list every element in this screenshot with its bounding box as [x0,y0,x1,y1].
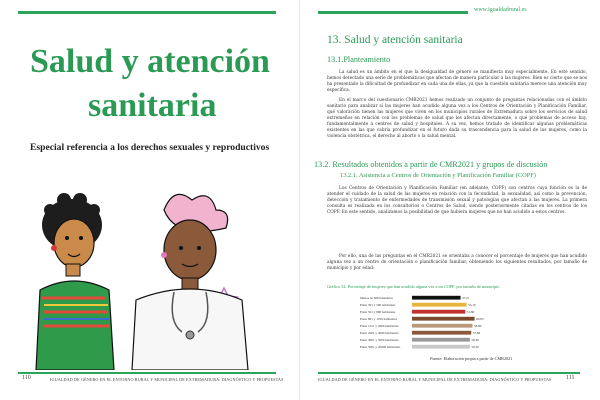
chart-value-label: 56,30 [471,345,479,349]
footer-text-left: IGUALDAD DE GÉNERO EN EL ENTORNO RURAL Y MUNICIPAL DE EXTREMADURA: DIAGNÓSTICO Y PROPUESTAS [50,377,284,382]
chart-bar [412,324,472,328]
chart-bar [412,345,470,349]
chart-bar [412,296,461,300]
chart-category-label: Menos de 300 habitantes [360,296,393,300]
chart-category-label: Entre 2001 y 3000 habitantes [360,331,399,335]
paragraph-3: Los Centros de Orientación y Planificación Familiar (en adelante, COPF) son centros cuya función es la de atender el cuidado de la salud de las mujeres en relación con la fecundidad, la sexualidad, así como la prevención, detección y tratamiento de enfermedades de transmisión sexual y patologías que afectan a las mujeres. La primera consulta es realizada en los consultorios o Centros de Salud, siendo posteriormente citadas en los centros de los COPF. En este sentido, analizamos la posibilidad de que hubiera mujeres que no han acudido a estos centros. [327,186,587,215]
woman-face-left [54,219,94,267]
chart-bar [412,338,470,342]
chart-value-label: 58,80 [473,324,482,328]
header-rule-right [318,11,468,14]
chapter-title [30,40,290,128]
chapter-title-line-2: sanitaria [88,87,217,124]
chart-bar [412,317,475,321]
site-url: www.igualdadrural.es [474,7,527,13]
chapter-subtitle: Especial referencia a los derechos sexuales y reproductivos [30,142,270,153]
chart-category-label: Entre 801 y 1250 habitantes [360,317,397,321]
chart-category-label: Entre 501 y 800 habitantes [360,310,396,314]
page-number-right: 111 [566,375,575,381]
copf-bar-chart [360,293,500,353]
subsection-heading-2: 13.2. Resultados obtenidos a partir de CMR2021 y grupos de discusión [314,160,548,169]
section-title: 13. Salud y atención sanitaria [327,34,463,46]
chart-value-label: 57,60 [472,331,481,335]
footer-text-right: IGUALDAD DE GÉNERO EN EL ENTORNO RURAL Y MUNICIPAL DE EXTREMADURA: DIAGNÓSTICO Y PROPUESTAS [318,377,552,382]
chart-category-label: Entre 3001 y 5000 habitantes [360,338,399,342]
chart-bar [412,303,467,307]
header-rule-left [18,11,276,14]
chart-value-label: 51,80 [466,310,475,314]
chart-source: Fuente: Elaboración propia a partir de CMR2021 [430,356,513,361]
chart-value-label: 53,10 [468,303,476,307]
paragraph-2: En el marco del cuestionario CMR2021 hemos realizado un conjunto de preguntas relacionadas con el ámbito sanitario para analizar si las mujeres han acudido alguna vez a los Centros de Orientación y Planificación Familiar, qué valoración tienen las mujeres que viven en los municipios rurales de Extremadura sobre los servicios de salud extremeños en relación con los problemas de salud que les afectan directamente, o qué problemas de acceso hay, fundamentalmente a centros de salud y hospitales. A su vez, hemos tratado de identificar algunas problemáticas existentes en las que cabría profundizar en el futuro dada su trascendencia para la salud de las mujeres, como la violencia obstétrica, el derecho al aborto o la salud mental. [327,98,587,139]
chart-bar [412,310,465,314]
chart-category-label: Entre 1251 y 2000 habitantes [360,324,399,328]
page-number-left: 110 [22,375,31,381]
subsection-heading-1: 13.1.Planteamiento [327,55,391,64]
doctor-coat [132,289,248,370]
footer-rule-left [18,372,276,374]
woman-face-right [164,220,216,280]
chart-value-label: 47,21 [462,296,470,300]
two-women-illustration [14,180,264,370]
chart-category-label: Entre 301 y 500 habitantes [360,303,396,307]
chart-caption: Gráfico 54. Porcentaje de mujeres que han acudido alguna vez a un COPF, por tamaño de municipio [327,284,500,289]
chart-bar [412,331,471,335]
footer-rule-right [318,372,580,374]
chart-value-label: 56,30 [471,338,479,342]
chart-value-label: 60,83 [476,317,484,321]
chart-category-label: Entre 5001 y 20000 habitantes [360,345,401,349]
paragraph-1: La salud es un ámbito en el que la desigualdad de género se manifiesta muy especialmente. En este sentido, hemos detectado una serie de problemáticas que afectan de manera particular a las mujeres. Bien es cierto que se nos ha presentado la dificultad de profundizar en cada una de ellas, ya que la cuestión sanitaria merece una atención muy específica. [327,70,587,93]
chapter-title-line-1: Salud y atención [30,43,270,80]
paragraph-4: Por ello, una de las preguntas en el CMR2021 se orientaba a conocer el porcentaje de mujeres que han acudido alguna vez a un centro de orientación o planificación familiar, obteniendo los siguientes resultados, por tamaño de municipio y por edad: [327,254,587,271]
subsection-heading-2-1: 13.2.1. Asistencia a Centros de Orientación y Planificación Familiar (COPF) [340,172,536,179]
